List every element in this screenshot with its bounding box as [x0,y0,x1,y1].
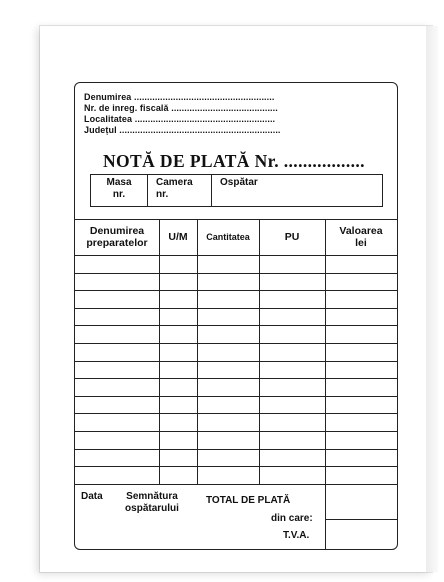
table-row-rule [75,413,397,414]
table-row-rule [75,308,397,309]
table-row-rule [75,343,397,344]
establishment-info [84,92,281,136]
judetul-line: Județul .............................................................. [84,125,281,135]
footer-total-label: TOTAL DE PLATĂ [206,495,291,506]
footer-signature [121,491,183,515]
col-divider-2 [197,219,198,484]
masa-label: Masa [106,177,132,188]
table-row-rule [75,396,397,397]
table-row-rule [75,325,397,326]
footer-rule [75,484,397,485]
header-rule [75,255,397,256]
camera-nr-label: nr. [156,189,169,200]
table-row-rule [75,378,397,379]
camera-label: Camera [156,177,193,188]
col-header-valoarea [325,219,397,255]
footer-tva-rule [325,519,397,520]
items-table [75,219,397,549]
col-header-pu [259,219,325,255]
table-waiter-box [90,174,383,207]
col-header-denumirea-line2: preparatelor [86,237,148,249]
col-header-cantitatea [197,219,259,255]
footer-data-label: Data [81,491,103,502]
footer-din-care-label: din care: [271,513,313,524]
footer-tva-label: T.V.A. [283,530,310,541]
col-divider-1 [159,219,160,484]
col-divider-4 [325,219,326,549]
col-header-um-label: U/M [168,231,188,243]
denumirea-line: Denumirea ...................................................... [84,92,275,102]
localitatea-line: Localitatea ...................................................... [84,114,276,124]
ospatar-cell [212,175,382,206]
footer-signature-line2: ospătarului [125,503,179,514]
table-row-rule [75,431,397,432]
col-header-denumirea-line1: Denumirea [89,225,145,237]
col-header-um [159,219,197,255]
invoice-form [74,82,398,550]
masa-cell [91,175,148,206]
col-divider-3 [259,219,260,484]
camera-cell [148,175,212,206]
table-row-rule [75,273,397,274]
col-header-denumirea [75,219,159,255]
masa-nr-label: nr. [112,189,126,200]
sheet-edge [426,26,438,572]
col-header-pu-label: PU [284,231,300,243]
table-row-rule [75,361,397,362]
col-header-valoarea-line1: Valoarea [339,225,383,237]
table-row-rule [75,449,397,450]
table-row-rule [75,290,397,291]
col-header-valoarea-line2: lei [355,237,367,249]
footer-signature-line1: Semnătura [126,491,178,502]
fiscal-number-line: Nr. de inreg. fiscală ......................................... [84,103,278,113]
table-row-rule [75,466,397,467]
col-header-cantitatea-label: Cantitatea [206,232,250,242]
invoice-title: NOTĂ DE PLATĂ Nr. ................. [103,151,365,171]
ospatar-label: Ospătar [220,177,258,188]
